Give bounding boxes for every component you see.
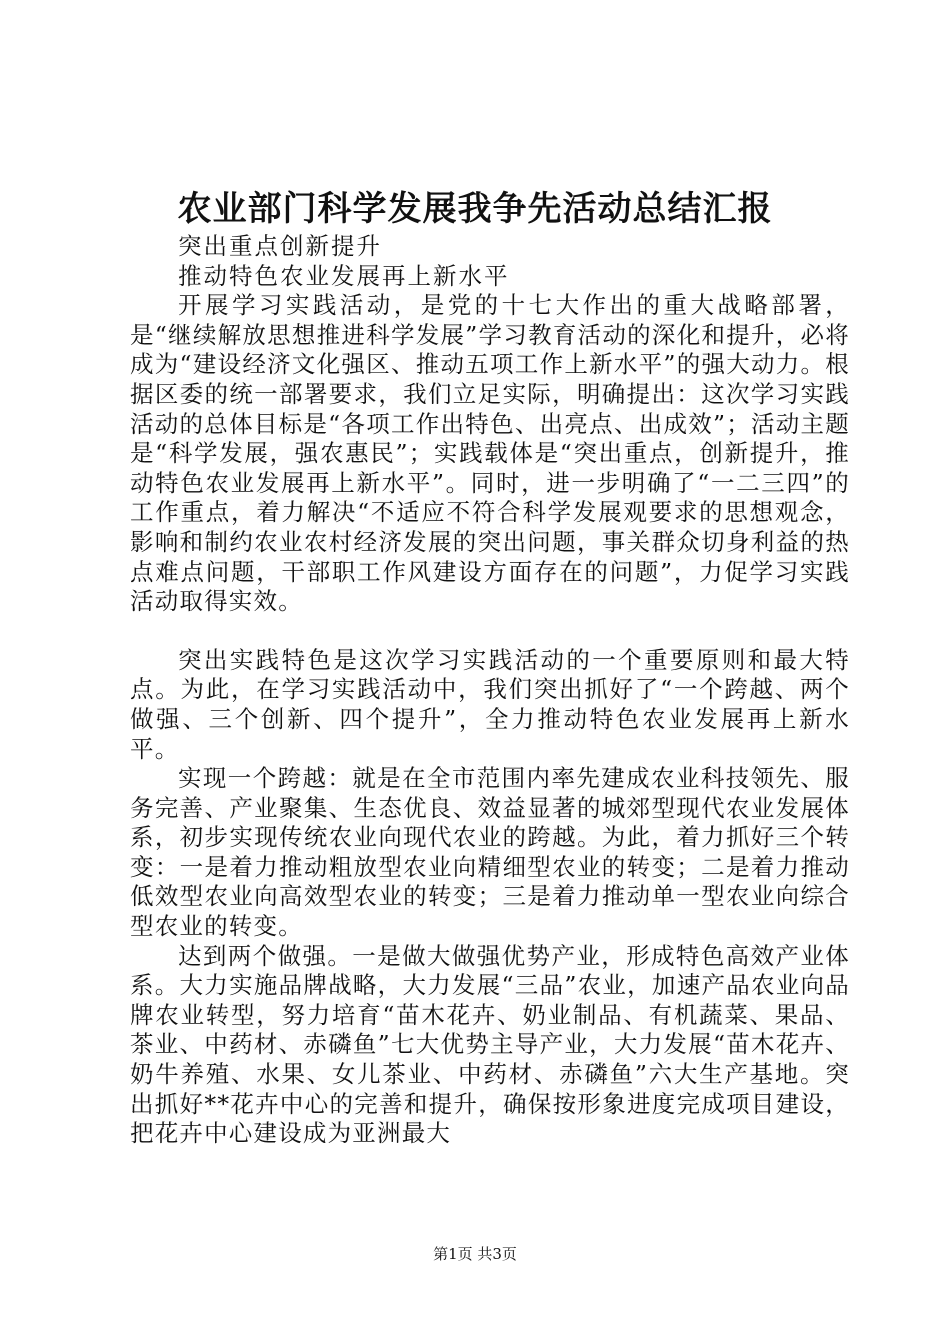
document-title: 农业部门科学发展我争先活动总结汇报 [177, 189, 773, 229]
document-body [130, 232, 850, 1149]
paragraph-2: 突出实践特色是这次学习实践活动的一个重要原则和最大特点。为此，在学习实践活动中，我们突出抓好了“一个跨越、两个做强、三个创新、四个提升”，全力推动特色农业发展再上新水平。 [130, 645, 850, 763]
subtitle-2: 推动特色农业发展再上新水平 [178, 261, 510, 290]
paragraph-4: 达到两个做强。一是做大做强优势产业，形成特色高效产业体系。大力实施品牌战略，大力发展“三品”农业，加速产品农业向品牌农业转型，努力培育“苗木花卉、奶业制品、有机蔬菜、果品、茶业、中药材、赤磷鱼”七大优势主导产业，大力发展“苗木花卉、奶牛养殖、水果、女儿茶业、中药材、赤磷鱼”六大生产基地。突出抓好**花卉中心的完善和提升，确保按形象进度完成项目建设，把花卉中心建设成为亚洲最大 [130, 941, 850, 1148]
subtitle-1: 突出重点创新提升 [178, 232, 382, 260]
paragraph-3: 实现一个跨越：就是在全市范围内率先建成农业科技领先、服务完善、产业聚集、生态优良、效益显著的城郊型现代农业发展体系，初步实现传统农业向现代农业的跨越。为此，着力抓好三个转变：一是着力推动粗放型农业向精细型农业的转变；二是着力推动低效型农业向高效型农业的转变；三是着力推动单一型农业向综合型农业的转变。 [130, 764, 850, 941]
paragraph-1: 开展学习实践活动，是党的十七大作出的重大战略部署，是“继续解放思想推进科学发展”学习教育活动的深化和提升，必将成为“建设经济文化强区、推动五项工作上新水平”的强大动力。根据区委的统一部署要求，我们立足实际，明确提出：这次学习实践活动的总体目标是“各项工作出特色、出亮点、出成效”；活动主题是“科学发展，强农惠民”；实践载体是“突出重点，创新提升，推动特色农业发展再上新水平”。同时，进一步明确了“一二三四”的工作重点，着力解决“不适应不符合科学发展观要求的思想观念，影响和制约农业农村经济发展的突出问题，事关群众切身利益的热点难点问题，干部职工作风建设方面存在的问题”，力促学习实践活动取得实效。 [130, 291, 850, 616]
page-footer: 第1页 共3页 [433, 1245, 517, 1263]
